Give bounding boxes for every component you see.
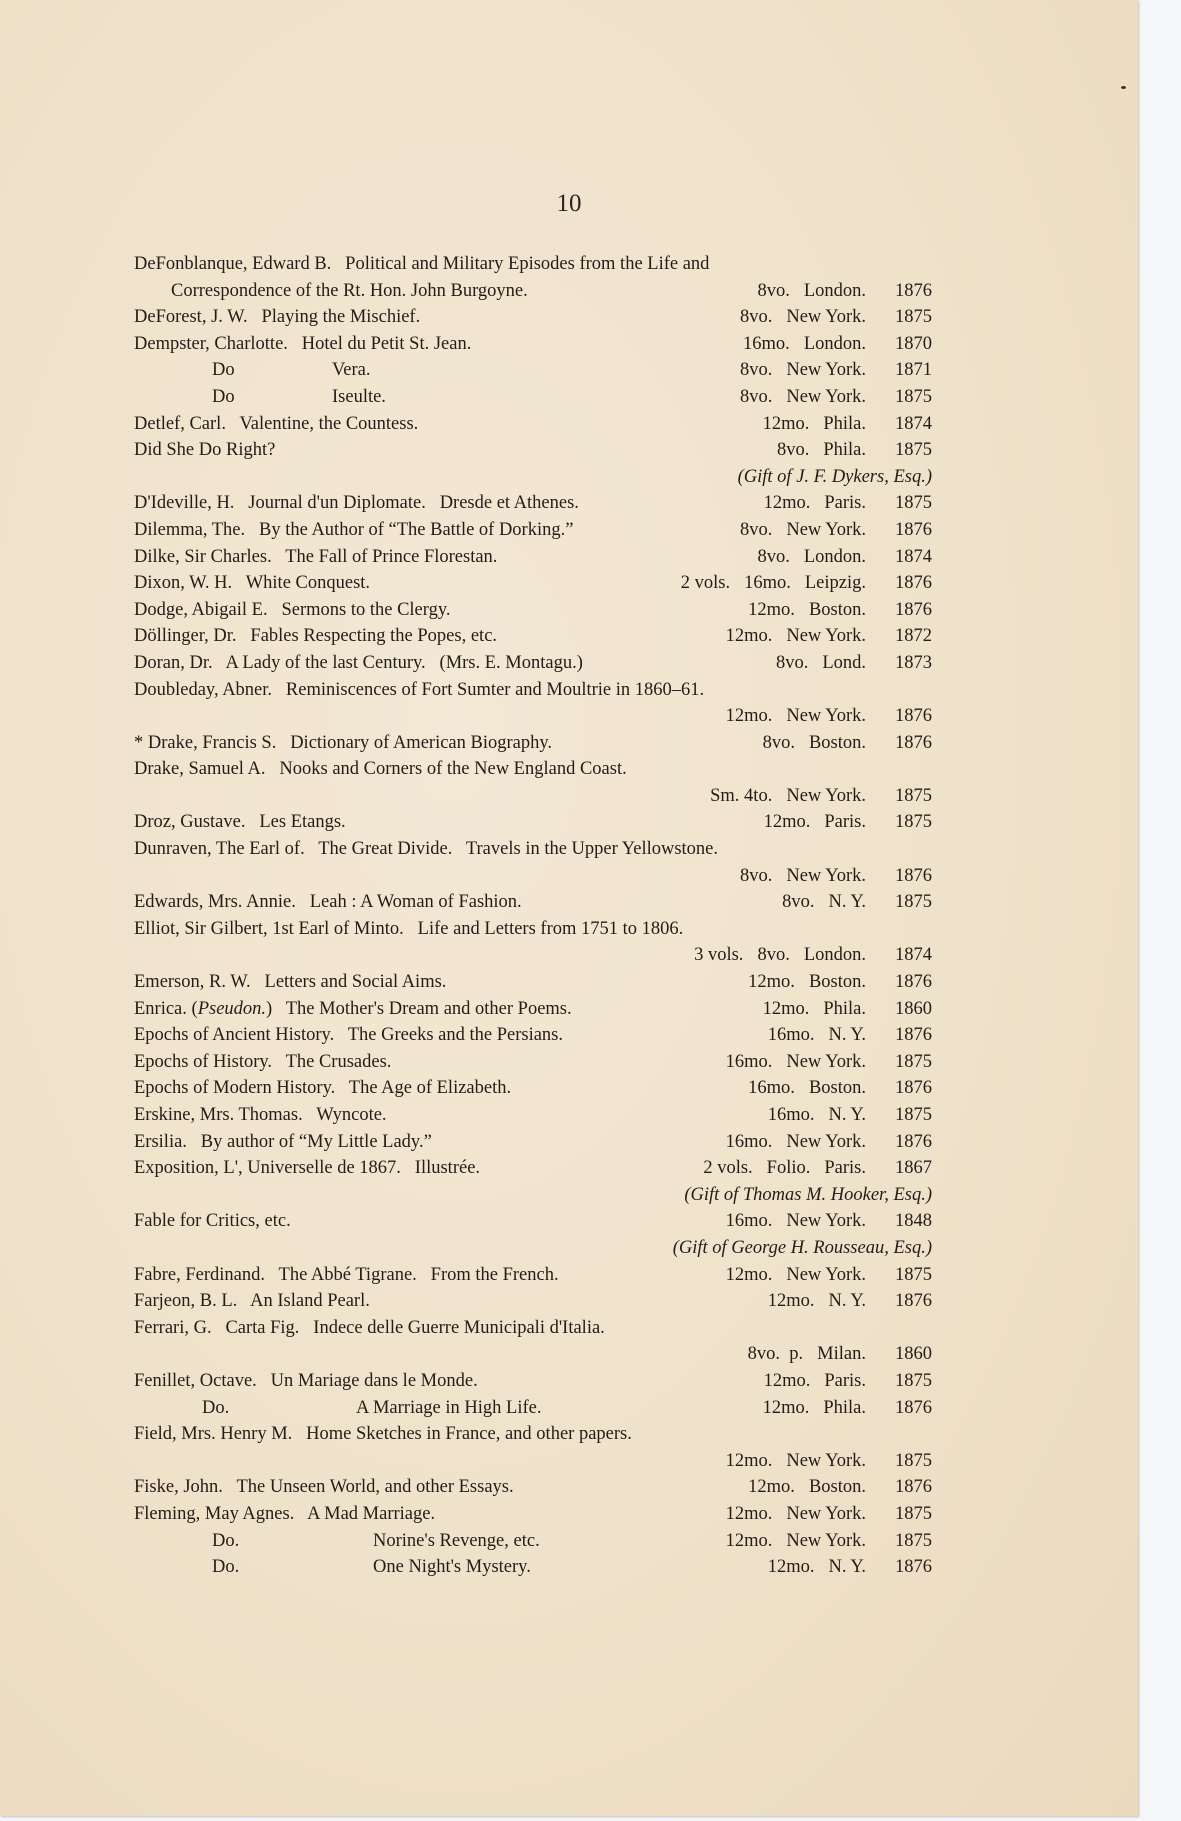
publication-details [777,437,932,464]
publication-place: New York. [786,1450,866,1471]
entry-text: Did She Do Right? [134,440,276,461]
publication-year: 1848 [895,1211,932,1232]
catalog-entry [134,1448,932,1475]
entry-text: Elliot, Sir Gilbert, 1st Earl of Minto. Life and Letters from 1751 to 1806. [134,918,684,939]
paper-speck [1121,86,1126,89]
publication-place: Phila. [823,1397,866,1418]
publication-year: 1875 [895,1370,932,1391]
publication-place: New York. [786,307,866,328]
publication-details [763,411,932,438]
catalog-entry [134,809,932,836]
entry-text: Correspondence of the Rt. Hon. John Burgoyne. [171,280,528,301]
publication-place: London. [803,333,866,354]
book-format: 16mo. [725,1131,773,1152]
publication-details [740,384,932,411]
catalog-entry [134,490,932,517]
ditto-mark: Do. [212,1530,240,1551]
book-format: 8vo. [757,546,790,567]
publication-details [757,544,932,571]
book-format: 16mo. [748,1078,795,1099]
publication-details [726,1208,932,1235]
publication-details [776,650,932,677]
entry-text: Edwards, Mrs. Annie. Leah : A Woman of Fashion. [134,892,522,913]
gift-note-line [134,1182,932,1209]
publication-place: Phila. [823,413,866,434]
publication-place: Boston. [808,599,866,620]
entry-text: Emerson, R. W. Letters and Social Aims. [134,972,447,993]
catalog-entry [134,623,932,650]
publication-year: 1876 [895,732,932,753]
book-format: 12mo. [725,1503,773,1524]
publication-details [726,1528,932,1555]
publication-place: Leipzig. [804,573,866,594]
publication-place: London. [803,280,866,301]
publication-place: Paris. [824,493,866,514]
publication-year: 1875 [895,1530,932,1551]
entry-text: Dixon, W. H. White Conquest. [134,573,371,594]
gift-note: (Gift of George H. Rousseau, Esq.) [672,1237,932,1258]
publication-details [763,996,932,1023]
publication-year: 1874 [895,413,932,434]
entry-text: Doubleday, Abner. Reminiscences of Fort Sumter and Moultrie in 1860–61. [134,679,705,700]
catalog-entry [134,863,932,890]
catalog-entry [134,1075,932,1102]
entry-text: Field, Mrs. Henry M. Home Sketches in France, and other papers. [134,1424,632,1445]
catalog-entry [134,1208,932,1235]
publication-year: 1860 [895,1344,932,1365]
publication-place: London. [803,546,866,567]
volume-count: 2 vols. [680,573,731,594]
publication-year: 1876 [895,1477,932,1498]
book-format: 12mo. [725,706,773,727]
publication-year: 1875 [895,1105,932,1125]
catalog-entry [134,1022,932,1049]
volume-count: 3 vols. [694,945,744,966]
publication-place: Milan. [817,1344,866,1365]
gift-note: (Gift of Thomas M. Hooker, Esq.) [684,1184,932,1205]
catalog-entry [134,384,932,411]
publication-place: Lond. [822,652,866,673]
catalog-entry [134,703,932,730]
catalog-entry [134,969,932,996]
publication-year: 1876 [895,865,932,886]
catalog-entry [134,1155,932,1182]
entry-text: Fenillet, Octave. Un Mariage dans le Monde. [134,1370,478,1391]
catalog-entry [134,1474,932,1501]
book-format: 12mo. [762,1397,810,1418]
publication-place: New York. [786,785,866,806]
publication-place: Phila. [823,998,866,1019]
publication-place: Boston. [808,972,866,993]
publication-place: N. Y. [828,1025,866,1046]
book-format: 16mo. [743,333,790,354]
catalog-entry [134,1262,932,1289]
publication-year: 1876 [895,1557,932,1578]
book-format: 8vo. [782,892,815,913]
book-format: 12mo. [725,1450,773,1471]
publication-place: New York. [786,1264,866,1285]
entry-text-italic: Pseudon. [197,998,267,1019]
catalog-entry [134,1501,932,1528]
book-format: 8vo. [757,280,790,301]
publication-year: 1876 [895,1397,932,1418]
entry-text: Döllinger, Dr. Fables Respecting the Popes, etc. [134,626,498,647]
publication-year: 1876 [895,1291,932,1312]
entry-text: Fabre, Ferdinand. The Abbé Tigrane. From the French. [134,1264,559,1285]
publication-year: 1872 [895,626,932,647]
entry-text: Dunraven, The Earl of. The Great Divide. Travels in the Upper Yellowstone. [134,839,719,860]
publication-year: 1876 [895,1078,932,1099]
publication-place: Phila. [823,440,866,461]
publication-year: 1870 [895,333,932,354]
publication-year: 1875 [895,440,932,461]
publication-year: 1876 [895,1025,932,1046]
publication-place: New York. [786,626,866,647]
book-format: Sm. 4to. [710,785,773,806]
publication-year: 1876 [895,573,932,594]
catalog-entry [134,437,932,464]
publication-details [768,1022,932,1049]
catalog-entry [134,544,932,571]
publication-details [768,1102,932,1129]
catalog-entry [134,677,932,704]
publication-details [748,1075,932,1102]
publication-place: New York. [786,519,866,540]
publication-year: 1875 [895,493,932,514]
publication-details [740,304,932,331]
catalog-entry [134,1049,932,1076]
publication-place: Boston. [808,1078,866,1099]
publication-details [726,1448,932,1475]
publication-place: Paris. [824,1370,866,1391]
entry-text: Dempster, Charlotte. Hotel du Petit St. Jean. [134,333,472,354]
entry-title: Norine's Revenge, etc. [373,1530,540,1551]
entry-text: Fable for Critics, etc. [134,1211,291,1232]
book-format: 12mo. [763,1370,811,1391]
publication-year: 1876 [895,280,932,301]
publication-details [726,1049,932,1076]
catalog-entry [134,251,932,278]
publication-year: 1876 [895,519,932,540]
publication-year: 1875 [895,386,932,407]
publication-place: New York. [786,1211,866,1232]
catalog-entry [134,517,932,544]
book-format: 12mo. [725,1264,773,1285]
volume-count: 2 vols. [703,1158,753,1179]
entry-text: Erskine, Mrs. Thomas. Wyncote. [134,1105,387,1125]
publication-details [748,1341,932,1368]
entry-text: Ferrari, G. Carta Fig. Indece delle Guerre Municipali d'Italia. [134,1317,605,1338]
catalog-entry [134,304,932,331]
catalog-entry [134,1528,932,1555]
publication-details [740,357,932,384]
publication-year: 1874 [895,546,932,567]
publication-year: 1875 [895,892,932,913]
entry-title: A Marriage in High Life. [356,1397,542,1418]
catalog-entry [134,331,932,358]
publication-place: New York. [786,865,866,886]
book-format: 12mo. [748,972,795,993]
catalog-entry [134,1554,932,1581]
book-format: 8vo. [762,732,795,753]
publication-year: 1860 [895,998,932,1019]
publication-details [726,1501,932,1528]
publication-year: 1875 [895,1450,932,1471]
publication-place: New York. [786,1131,866,1152]
publication-details [748,597,932,624]
book-format: 12mo. [763,493,811,514]
publication-place: New York. [786,360,866,381]
book-format: 16mo. [725,1211,773,1232]
publication-details [763,730,932,757]
entry-text: * Drake, Francis S. Dictionary of American Biography. [134,732,553,753]
entry-text: Epochs of Modern History. The Age of Elizabeth. [134,1078,512,1099]
book-format: 8vo. [775,652,809,673]
catalog-entry [134,756,932,783]
book-format: 12mo. [762,413,810,434]
publication-year: 1875 [895,307,932,328]
publication-details [764,490,932,517]
entry-text: Doran, Dr. A Lady of the last Century. (Mrs. E. Montagu.) [134,652,583,673]
entry-text: Drake, Samuel A. Nooks and Corners of the New England Coast. [134,759,627,780]
publication-year: 1876 [895,599,932,620]
page-number: 10 [556,190,582,217]
publication-details [726,1262,932,1289]
entry-text: Dilemma, The. By the Author of “The Battle of Dorking.” [134,519,574,540]
publication-year: 1876 [895,706,932,727]
publication-year: 1867 [895,1158,932,1179]
publication-details [768,1288,932,1315]
entry-text: Detlef, Carl. Valentine, the Countess. [134,413,419,434]
publication-details [726,623,932,650]
publication-details [768,1554,932,1581]
publication-details [748,969,932,996]
book-format: 12mo. [725,626,773,647]
book-format: 16mo. [744,573,791,594]
book-format: Folio. [766,1158,811,1179]
publication-details [726,703,932,730]
publication-place: N. Y. [828,1291,866,1312]
book-format: 8vo. [757,945,790,966]
catalog-entry [134,836,932,863]
book-format: 8vo. [739,307,773,328]
publication-year: 1875 [895,1503,932,1524]
catalog-entry [134,1129,932,1156]
book-format: 12mo. [767,1291,815,1312]
catalog-entry [134,783,932,810]
entry-text: Droz, Gustave. Les Etangs. [134,812,346,833]
gift-note: (Gift of J. F. Dykers, Esq.) [737,466,932,487]
ditto-mark: Do. [202,1397,230,1418]
entry-text-post: ) The Mother's Dream and other Poems. [266,998,572,1019]
entry-text: Farjeon, B. L. An Island Pearl. [134,1291,370,1312]
catalog-entry [134,942,932,969]
gift-note-line [134,464,932,491]
book-format: 12mo. [725,1530,773,1551]
publication-year: 1874 [895,945,932,966]
publication-year: 1876 [895,972,932,993]
entry-text: Fiske, John. The Unseen World, and other Essays. [134,1477,514,1498]
publication-year: 1875 [895,1264,932,1285]
book-format: 12mo. [767,1557,815,1578]
book-format: 12mo. [748,1477,795,1498]
book-format: 12mo. [762,998,810,1019]
catalog-entry [134,996,932,1023]
entry-text-pre: Enrica. ( [134,998,198,1019]
catalog-entry [134,889,932,916]
entry-text: DeForest, J. W. Playing the Mischief. [134,307,421,328]
catalog-entry [134,278,932,305]
entry-title: Iseulte. [332,386,386,407]
entry-title: One Night's Mystery. [373,1557,531,1578]
catalog-entry [134,597,932,624]
publication-place: London. [803,945,866,966]
ditto-mark: Do. [212,1557,240,1578]
publication-details [757,278,932,305]
book-format: 16mo. [767,1105,815,1125]
catalog-entry [134,357,932,384]
publication-year: 1875 [895,785,932,806]
entry-text: Dilke, Sir Charles. The Fall of Prince Florestan. [134,546,498,567]
publication-year: 1875 [895,1051,932,1072]
book-format: 12mo. [763,812,811,833]
book-format: 8vo. [776,440,810,461]
publication-details [763,1395,932,1422]
publication-place: New York. [786,706,866,727]
publication-details [703,1155,932,1182]
publication-details [694,942,932,969]
publication-place: N. Y. [828,1557,866,1578]
publication-year: 1875 [895,812,932,833]
publication-details [681,570,932,597]
entry-title: Vera. [332,360,371,381]
publication-details [782,889,932,916]
book-format: 16mo. [725,1051,773,1072]
book-format: 8vo. [739,865,773,886]
entry-text: Epochs of History. The Crusades. [134,1051,392,1072]
entry-text: Ersilia. By author of “My Little Lady.” [134,1131,432,1152]
publication-place: New York. [786,1530,866,1551]
publication-place: N. Y. [828,1105,866,1125]
catalog-list [134,251,932,1581]
ditto-mark: Do [212,360,235,381]
book-format: 16mo. [767,1025,815,1046]
publication-place: New York. [786,1051,866,1072]
catalog-entry [134,1341,932,1368]
publication-year: 1873 [895,652,932,673]
publication-details [740,863,932,890]
book-format: 8vo. [739,360,773,381]
catalog-entry [134,1421,932,1448]
gift-note-line [134,1235,932,1262]
publication-place: Paris. [824,1158,866,1179]
catalog-entry [134,1102,932,1129]
catalog-entry [134,730,932,757]
book-format: 12mo. [748,599,795,620]
catalog-entry [134,1368,932,1395]
publication-place: N. Y. [828,892,866,913]
entry-text: Fleming, May Agnes. A Mad Marriage. [134,1503,436,1524]
entry-text: DeFonblanque, Edward B. Political and Military Episodes from the Life and [134,254,710,274]
publication-details [740,517,932,544]
publication-details [748,1474,932,1501]
catalog-entry [134,1315,932,1342]
catalog-entry [134,570,932,597]
catalog-entry [134,650,932,677]
catalog-entry [134,1288,932,1315]
publication-place: Boston. [808,1477,866,1498]
entry-text: Epochs of Ancient History. The Greeks and the Persians. [134,1025,564,1046]
publication-year: 1871 [895,360,932,381]
book-format: 8vo. [739,519,773,540]
publication-details [764,1368,932,1395]
publication-place: New York. [786,1503,866,1524]
publication-details [726,1129,932,1156]
publication-details [743,331,932,358]
entry-text: Exposition, L', Universelle de 1867. Illustrée. [134,1158,481,1179]
entry-text: Dodge, Abigail E. Sermons to the Clergy. [134,599,451,620]
entry-text: D'Ideville, H. Journal d'un Diplomate. Dresde et Athenes. [134,493,579,514]
publication-place: Paris. [824,812,866,833]
catalog-entry [134,411,932,438]
publication-place: Boston. [808,732,866,753]
publication-place: New York. [786,386,866,407]
catalog-entry [134,916,932,943]
catalog-entry [134,1395,932,1422]
book-format: 8vo. [739,386,773,407]
publication-details [710,783,932,810]
publication-year: 1876 [895,1131,932,1152]
entry-text [134,996,572,1023]
publication-details [764,809,932,836]
book-format: 8vo. p. [747,1344,804,1365]
ditto-mark: Do [212,386,235,407]
